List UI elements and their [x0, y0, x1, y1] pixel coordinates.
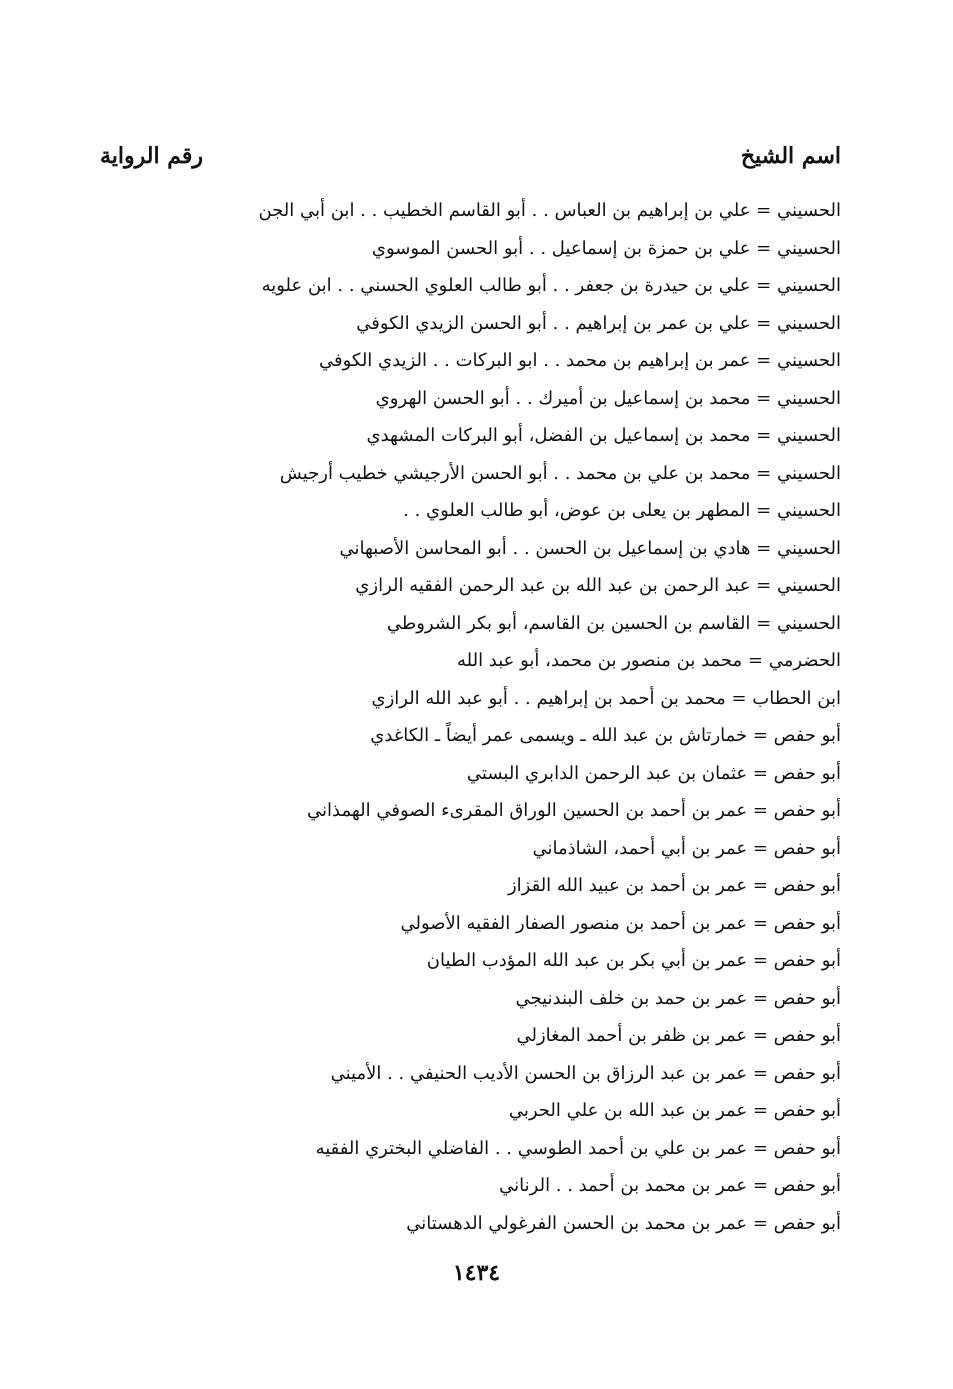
- list-item: أبو حفص = عمر بن محمد بن أحمد . . الرناني: [499, 1175, 841, 1196]
- list-item: أبو حفص = عمر بن علي بن أحمد الطوسي . . الفاضلي البختري الفقيه: [315, 1137, 841, 1159]
- list-item: ابن الحطاب = محمد بن أحمد بن إبراهيم . . أبو عبد الله الرازي: [371, 687, 841, 709]
- list-item: أبو حفص = عمر بن حمد بن خلف البندنيجي: [515, 987, 841, 1009]
- list-item: الحسيني = علي بن عمر بن إبراهيم . . أبو الحسن الزيدي الكوفي: [356, 312, 841, 334]
- sheikh-name-column-heading: اسم الشيخ: [740, 143, 841, 169]
- list-item: أبو حفص = عمر بن ظفر بن أحمد المغازلي: [516, 1025, 841, 1046]
- narration-number-column-heading: رقم الرواية: [100, 143, 204, 169]
- list-item: الحسيني = محمد بن إسماعيل بن الفضل، أبو البركات المشهدي: [366, 425, 841, 446]
- list-item: أبو حفص = عمر بن أحمد بن الحسين الوراق المقرىء الصوفي الهمذاني: [307, 800, 841, 821]
- list-item: الحسيني = محمد بن إسماعيل بن أميرك . . أبو الحسن الهروي: [375, 387, 841, 409]
- list-item: الحسيني = علي بن حيدرة بن جعفر . . أبو طالب العلوي الحسني . . ابن علويه: [261, 275, 841, 296]
- list-item: أبو حفص = عمر بن عبد الرزاق بن الحسن الأديب الحنيفي . . الأميني: [330, 1062, 841, 1084]
- list-item: أبو حفص = عثمان بن عبد الرحمن الدابري البستي: [466, 762, 841, 784]
- list-item: الحسيني = المطهر بن يعلى بن عوض، أبو طالب العلوي . .: [403, 500, 841, 521]
- list-item: الحسيني = علي بن حمزة بن إسماعيل . . أبو الحسن الموسوي: [371, 237, 841, 259]
- page-number: ١٤٣٤: [452, 1260, 501, 1286]
- list-item: الحسيني = القاسم بن الحسين بن القاسم، أبو بكر الشروطي: [386, 612, 841, 634]
- list-item: أبو حفص = عمر بن أبي أحمد، الشاذماني: [532, 837, 841, 859]
- list-item: الحضرمي = محمد بن منصور بن محمد، أبو عبد الله: [456, 650, 841, 671]
- list-item: أبو حفص = عمر بن محمد بن الحسن الفرغولي الدهستاني: [406, 1212, 841, 1234]
- list-item: الحسيني = عمر بن إبراهيم بن محمد . . ابو البركات . . الزيدي الكوفي: [318, 350, 841, 371]
- sheikh-list: [201, 192, 841, 1242]
- list-item: أبو حفص = خمارتاش بن عبد الله ـ ويسمى عمر أيضاً ـ الكاغدي: [370, 725, 841, 746]
- list-item: أبو حفص = عمر بن أبي بكر بن عبد الله المؤدب الطيان: [426, 950, 841, 971]
- list-item: الحسيني = علي بن إبراهيم بن العباس . . أبو القاسم الخطيب . . ابن أبي الجن: [258, 200, 841, 221]
- list-item: الحسيني = عبد الرحمن بن عبد الله بن عبد الرحمن الفقيه الرازي: [355, 575, 841, 596]
- list-item: أبو حفص = عمر بن أحمد بن عبيد الله القزاز: [507, 875, 841, 896]
- list-item: أبو حفص = عمر بن أحمد بن منصور الصفار الفقيه الأصولي: [400, 912, 841, 934]
- list-item: أبو حفص = عمر بن عبد الله بن علي الحربي: [508, 1100, 841, 1121]
- column-header: [100, 136, 841, 176]
- list-item: الحسيني = هادي بن إسماعيل بن الحسن . . أبو المحاسن الأصبهاني: [339, 537, 841, 559]
- list-item: الحسيني = محمد بن علي بن محمد . . أبو الحسن الأرجيشي خطيب أرجيش: [279, 462, 841, 484]
